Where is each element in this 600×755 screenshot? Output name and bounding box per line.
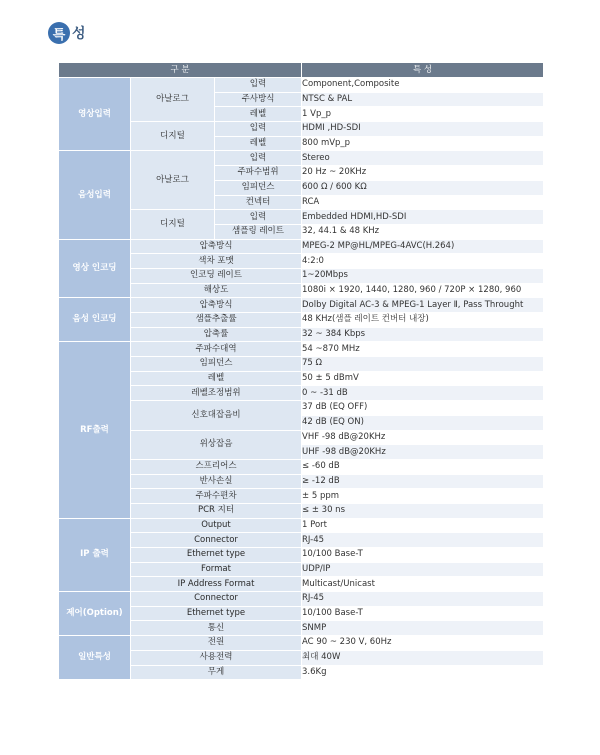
item-cell: 샘플링 레이트 [215,224,302,239]
subcategory-cell: 아날로그 [131,78,215,122]
item-cell: 입력 [215,151,302,166]
value-cell: 800 mVp_p [302,136,544,151]
item-cell: 샘플추출률 [131,313,302,328]
item-cell: 사용전력 [131,650,302,665]
value-cell: 0 ~ -31 dB [302,386,544,401]
category-cell: 음성 인코딩 [59,298,131,342]
table-row [59,268,544,283]
item-cell: 입력 [215,78,302,93]
table-row [59,592,544,607]
value-cell: 3.6Kg [302,665,544,680]
table-header-row [59,63,544,78]
table-row [59,474,544,489]
item-cell: 임피던스 [131,357,302,372]
header-spec: 특 성 [302,63,544,78]
item-cell: 위상잡음 [131,430,302,459]
table-row [59,401,544,416]
item-cell: 주파수범위 [215,166,302,181]
title-text: 성 [72,26,86,42]
table-row [59,122,544,137]
header-category: 구 분 [59,63,302,78]
table-row [59,562,544,577]
spec-table [58,62,544,680]
value-cell: 최대 40W [302,650,544,665]
item-cell: 입력 [215,122,302,137]
value-cell: ≤ -60 dB [302,459,544,474]
item-cell: 컨넥터 [215,195,302,210]
table-row [59,430,544,445]
item-cell: Connector [131,592,302,607]
table-row [59,548,544,563]
value-cell: UHF -98 dB@20KHz [302,445,544,460]
item-cell: 레벨조정범위 [131,386,302,401]
table-row [59,371,544,386]
item-cell: 레벨 [131,371,302,386]
category-cell: IP 출력 [59,518,131,591]
value-cell: NTSC & PAL [302,92,544,107]
item-cell: 임피던스 [215,180,302,195]
table-row [59,151,544,166]
item-cell: 색차 포맷 [131,254,302,269]
item-cell: 인코딩 레이트 [131,268,302,283]
table-row [59,533,544,548]
table-row [59,283,544,298]
category-cell: 영상 인코딩 [59,239,131,298]
value-cell: UDP/IP [302,562,544,577]
item-cell: Ethernet type [131,606,302,621]
value-cell: 1 Vp_p [302,107,544,122]
item-cell: 압축방식 [131,298,302,313]
item-cell: PCR 지터 [131,503,302,518]
table-row [59,239,544,254]
value-cell: Embedded HDMI,HD-SDI [302,210,544,225]
subcategory-cell: 디지털 [131,210,215,239]
item-cell: Ethernet type [131,548,302,563]
item-cell: 해상도 [131,283,302,298]
item-cell: 주사방식 [215,92,302,107]
item-cell: 주파수편차 [131,489,302,504]
value-cell: 10/100 Base-T [302,548,544,563]
table-row [59,78,544,93]
value-cell: Stereo [302,151,544,166]
table-row [59,342,544,357]
value-cell: 1~20Mbps [302,268,544,283]
value-cell: 10/100 Base-T [302,606,544,621]
item-cell: 스프리어스 [131,459,302,474]
title-circle-badge: 특 [48,22,70,44]
item-cell: 입력 [215,210,302,225]
table-row [59,327,544,342]
category-cell: 일반특성 [59,636,131,680]
table-row [59,313,544,328]
value-cell: ± 5 ppm [302,489,544,504]
value-cell: 50 ± 5 dBmV [302,371,544,386]
value-cell: RCA [302,195,544,210]
item-cell: 압축방식 [131,239,302,254]
value-cell: Multicast/Unicast [302,577,544,592]
table-row [59,386,544,401]
value-cell: MPEG-2 MP@HL/MPEG-4AVC(H.264) [302,239,544,254]
table-row [59,518,544,533]
table-row [59,665,544,680]
subcategory-cell: 아날로그 [131,151,215,210]
item-cell: 무게 [131,665,302,680]
item-cell: Connector [131,533,302,548]
category-cell: 영상입력 [59,78,131,151]
item-cell: 압축률 [131,327,302,342]
value-cell: 75 Ω [302,357,544,372]
value-cell: ≥ -12 dB [302,474,544,489]
table-row [59,298,544,313]
subcategory-cell: 디지털 [131,122,215,151]
value-cell: RJ-45 [302,592,544,607]
value-cell: 42 dB (EQ ON) [302,415,544,430]
item-cell: 신호대잡음비 [131,401,302,430]
value-cell: 32 ~ 384 Kbps [302,327,544,342]
item-cell: 주파수대역 [131,342,302,357]
item-cell: Output [131,518,302,533]
value-cell: AC 90 ~ 230 V, 60Hz [302,636,544,651]
table-row [59,459,544,474]
value-cell: VHF -98 dB@20KHz [302,430,544,445]
table-row [59,357,544,372]
value-cell: 20 Hz ~ 20KHz [302,166,544,181]
table-row [59,621,544,636]
value-cell: 48 KHz(샘플 레이트 컨버터 내장) [302,313,544,328]
value-cell: 600 Ω / 600 KΩ [302,180,544,195]
item-cell: 통신 [131,621,302,636]
table-row [59,503,544,518]
table-row [59,254,544,269]
item-cell: 레벨 [215,136,302,151]
value-cell: 54 ~870 MHz [302,342,544,357]
value-cell: 1080i × 1920, 1440, 1280, 960 / 720P × 1280, 960 [302,283,544,298]
table-row [59,606,544,621]
table-row [59,650,544,665]
category-cell: RF출력 [59,342,131,518]
value-cell: ≤ ± 30 ns [302,503,544,518]
item-cell: Format [131,562,302,577]
value-cell: 37 dB (EQ OFF) [302,401,544,416]
value-cell: Dolby Digital AC-3 & MPEG-1 Layer Ⅱ, Pass Throught [302,298,544,313]
value-cell: 4:2:0 [302,254,544,269]
table-row [59,489,544,504]
category-cell: 제어(Option) [59,592,131,636]
item-cell: 전원 [131,636,302,651]
section-title [48,22,86,44]
table-row [59,210,544,225]
value-cell: SNMP [302,621,544,636]
value-cell: RJ-45 [302,533,544,548]
value-cell: HDMI ,HD-SDI [302,122,544,137]
value-cell: Component,Composite [302,78,544,93]
category-cell: 음성입력 [59,151,131,239]
table-row [59,577,544,592]
table-row [59,636,544,651]
item-cell: IP Address Format [131,577,302,592]
item-cell: 반사손실 [131,474,302,489]
item-cell: 레벨 [215,107,302,122]
value-cell: 1 Port [302,518,544,533]
value-cell: 32, 44.1 & 48 KHz [302,224,544,239]
